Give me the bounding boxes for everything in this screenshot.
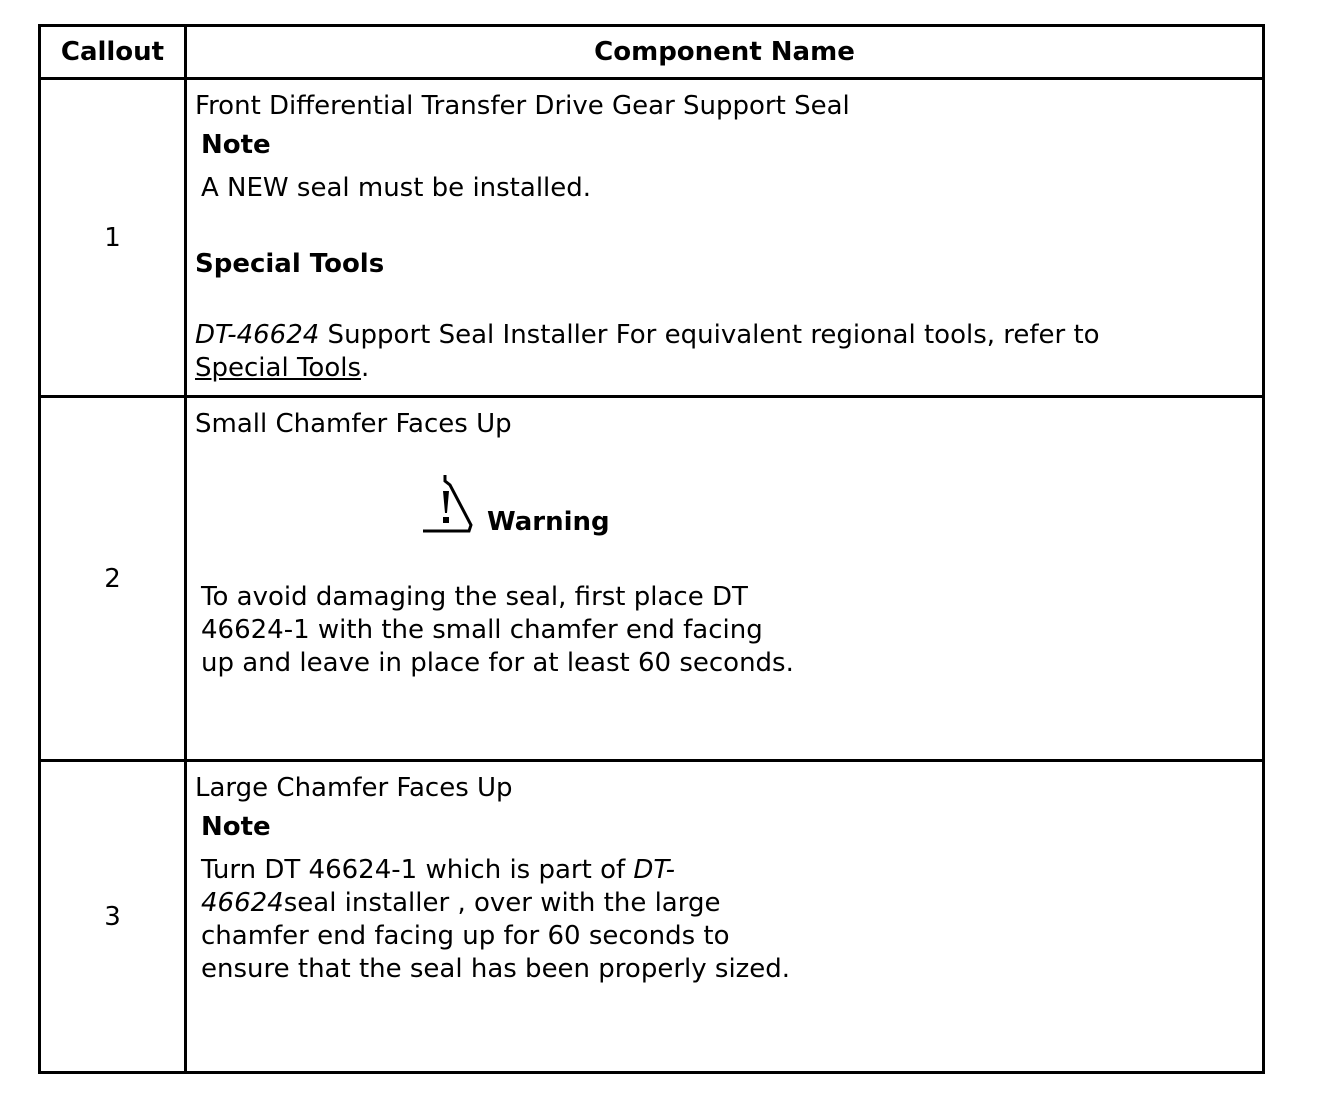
note-line-text: Turn DT 46624-1 which is part of	[201, 855, 634, 885]
note-text: A NEW seal must be installed.	[201, 173, 592, 203]
note-line	[201, 887, 1256, 920]
special-tools-text	[195, 319, 1256, 385]
note-line	[201, 854, 1256, 887]
component-cell	[186, 79, 1264, 397]
table-row	[40, 79, 1264, 397]
note-line: chamfer end facing up for 60 seconds to	[201, 921, 730, 951]
component-cell	[186, 397, 1264, 761]
warning-label: Warning	[487, 507, 610, 537]
component-title: Front Differential Transfer Drive Gear Support Seal	[195, 91, 850, 121]
table-row	[40, 761, 1264, 1073]
warning-text	[201, 581, 1256, 680]
note-line: ensure that the seal has been properly sized.	[201, 954, 791, 984]
component-title: Large Chamfer Faces Up	[195, 773, 513, 803]
warning-line: up and leave in place for at least 60 seconds.	[201, 648, 794, 678]
note-text	[201, 854, 1256, 986]
callout-number: 2	[40, 397, 186, 761]
special-tools-label: Special Tools	[195, 249, 385, 279]
table-header-row	[40, 26, 1264, 79]
warning-block	[419, 471, 1256, 537]
callout-number: 3	[40, 761, 186, 1073]
warning-line: To avoid damaging the seal, first place DT	[201, 582, 748, 612]
callout-number: 1	[40, 79, 186, 397]
component-title: Small Chamfer Faces Up	[195, 409, 512, 439]
component-cell	[186, 761, 1264, 1073]
note-label: Note	[201, 812, 271, 842]
warning-triangle-icon	[419, 471, 479, 537]
tool-description: Support Seal Installer For equivalent regional tools, refer to	[319, 320, 1100, 350]
note-line-text: seal installer , over with the large	[283, 888, 721, 918]
tool-id: 46624	[201, 888, 284, 918]
component-name-column-header: Component Name	[186, 26, 1264, 79]
note-label: Note	[201, 130, 271, 160]
tool-id: DT-46624	[195, 320, 320, 350]
tool-id: DT-	[633, 855, 675, 885]
component-table	[38, 24, 1265, 1074]
table-row	[40, 397, 1264, 761]
special-tools-link[interactable]: Special Tools	[195, 353, 361, 383]
warning-line: 46624-1 with the small chamfer end facing	[201, 615, 763, 645]
tool-period: .	[361, 353, 370, 383]
callout-column-header: Callout	[40, 26, 186, 79]
